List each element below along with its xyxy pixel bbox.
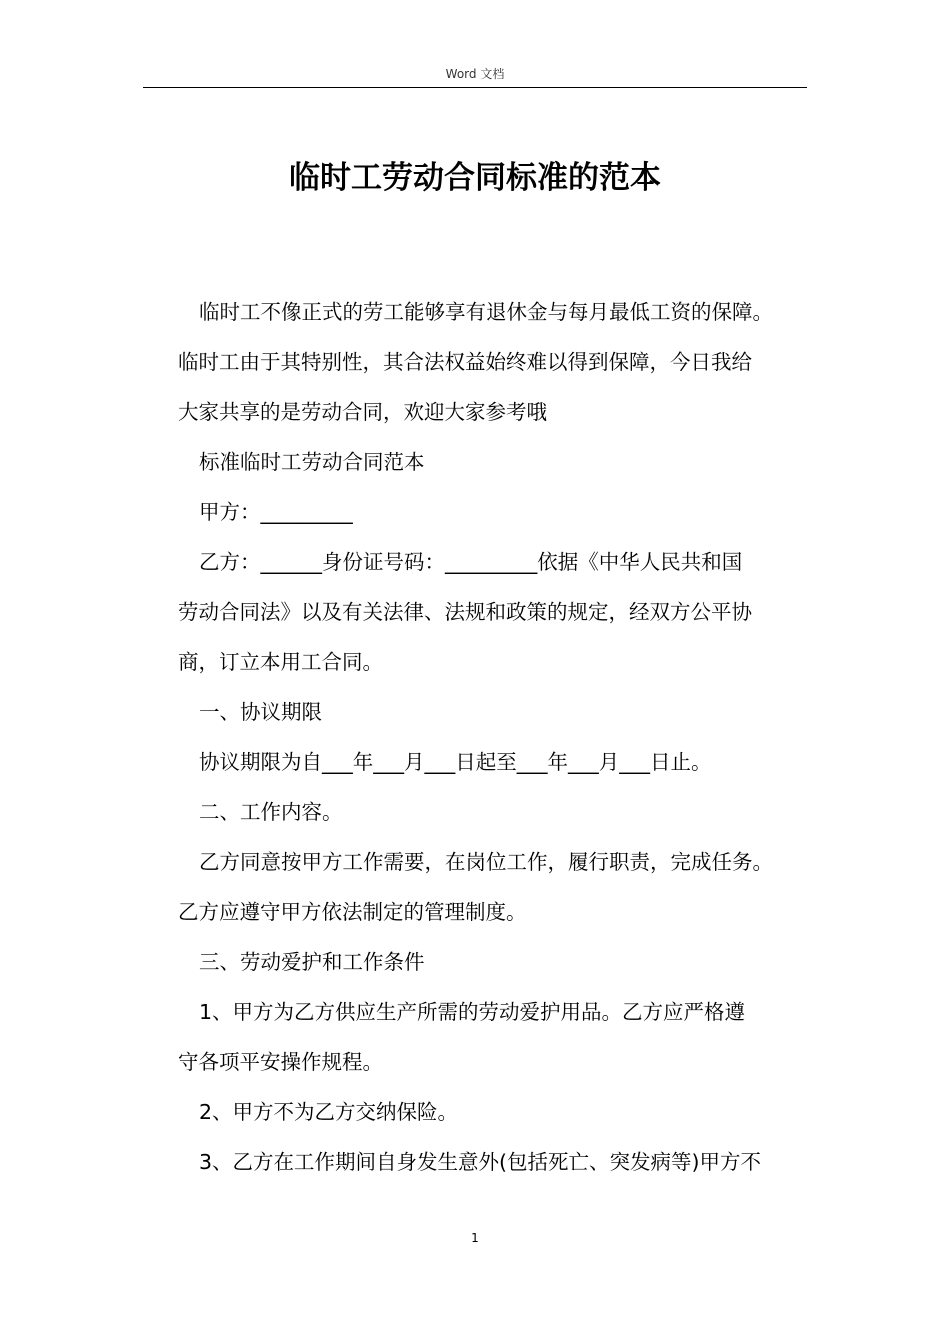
section-heading: 一、协议期限	[199, 700, 322, 724]
paragraph-line: 3、乙方在工作期间自身发生意外(包括死亡、突发病等)甲方不	[199, 1150, 762, 1174]
header-divider	[143, 87, 807, 88]
paragraph-line: 商，订立本用工合同。	[178, 650, 383, 674]
section-heading: 三、劳动爱护和工作条件	[199, 950, 425, 974]
paragraph-line: 2、甲方不为乙方交纳保险。	[199, 1100, 459, 1124]
paragraph-line: 临时工不像正式的劳工能够享有退休金与每月最低工资的保障。	[199, 300, 773, 324]
paragraph-line: 大家共享的是劳动合同，欢迎大家参考哦	[178, 400, 547, 424]
section-heading: 二、工作内容。	[199, 800, 343, 824]
paragraph-line: 1、甲方为乙方供应生产所需的劳动爱护用品。乙方应严格遵	[199, 1000, 746, 1024]
paragraph-line: 劳动合同法》以及有关法律、法规和政策的规定，经双方公平协	[178, 600, 752, 624]
document-title: 临时工劳动合同标准的范本	[289, 160, 661, 196]
document-body	[178, 287, 818, 1187]
page-header: Word 文档	[445, 67, 505, 81]
paragraph-line: 临时工由于其特别性，其合法权益始终难以得到保障，今日我给	[178, 350, 752, 374]
paragraph-line: 守各项平安操作规程。	[178, 1050, 383, 1074]
paragraph-line: 乙方同意按甲方工作需要，在岗位工作，履行职责，完成任务。	[199, 850, 773, 874]
paragraph-line: 乙方应遵守甲方依法制定的管理制度。	[178, 900, 527, 924]
page-number: 1	[471, 1231, 479, 1245]
paragraph-line: 乙方：______身份证号码：_________依据《中华人民共和国	[199, 550, 743, 574]
paragraph-line: 标准临时工劳动合同范本	[199, 450, 425, 474]
paragraph-line: 甲方：_________	[199, 500, 353, 524]
paragraph-line: 协议期限为自___年___月___日起至___年___月___日止。	[199, 750, 712, 774]
